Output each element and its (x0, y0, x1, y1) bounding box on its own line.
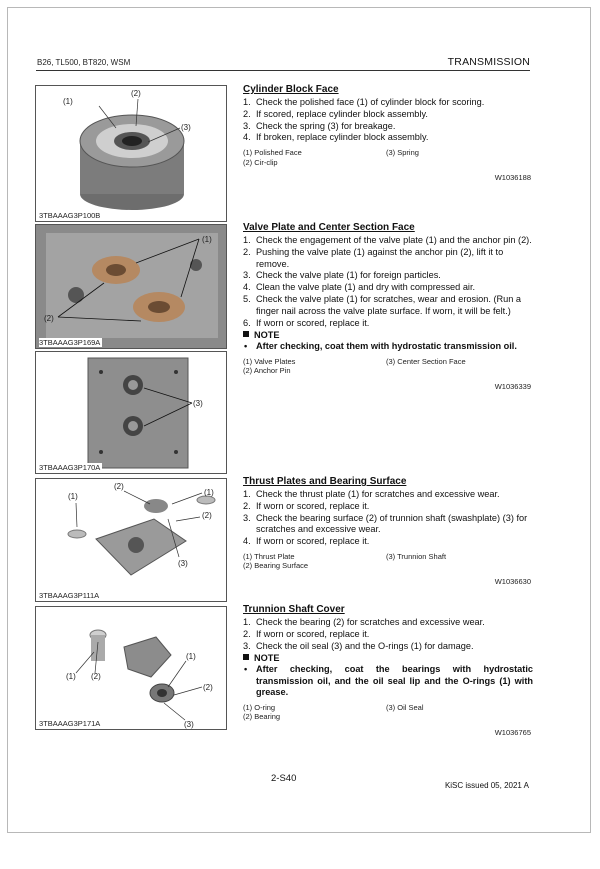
photo-caption: 3TBAAAG3P170A (39, 463, 101, 472)
step-list (243, 617, 533, 652)
step-item: 1. Check the thrust plate (1) for scratches and excessive wear. (243, 489, 500, 499)
step-item: 6. If worn or scored, replace it. (243, 317, 370, 328)
reference-code: W1036339 (494, 381, 531, 391)
header-chapter: TRANSMISSION (447, 56, 530, 68)
callout-2: (2) (114, 482, 124, 491)
reference-code: W1036765 (494, 727, 531, 737)
callout-3: (3) (184, 720, 194, 729)
callout-1: (1) (68, 492, 78, 501)
section-title: Thrust Plates and Bearing Surface (243, 476, 407, 487)
header-models: B26, TL500, BT820, WSM (37, 58, 131, 67)
section-title: Valve Plate and Center Section Face (243, 222, 415, 233)
step-item: 1. Check the engagement of the valve plate (1) and the anchor pin (2). (243, 235, 532, 245)
callout-1: (1) (204, 488, 214, 497)
callout-2: (2) (44, 314, 54, 323)
step-item: 5. Check the valve plate (1) for scratches, wear and erosion. (Run a finger nail across the valve plate surface. If worn, it will be felt.) (243, 293, 522, 316)
issue-info: KiSC issued 05, 2021 A (444, 781, 529, 790)
step-item: 3. Check the spring (3) for breakage. (243, 120, 396, 131)
step-item: 4. Clean the valve plate (1) and dry with compressed air. (243, 282, 476, 293)
parts-legend: (1) Thrust Plate (3) Trunnion Shaft (2) Bearing Surface (243, 551, 447, 571)
section-title: Trunnion Shaft Cover (243, 604, 345, 615)
note-text: • After checking, coat the bearings with hydrostatic transmission oil, and the oil seal lip and the O-rings (1) with grease. (244, 664, 533, 698)
photo-caption: 3TBAAAG3P171A (39, 719, 101, 728)
callout-3: (3) (181, 123, 191, 132)
section-thrust-plates (243, 476, 533, 586)
step-item: 2. If worn or scored, replace it. (243, 500, 370, 511)
parts-legend: (1) Polished Face (3) Spring (2) Cir-clip (243, 148, 419, 167)
thrust-plates-illustration (36, 479, 227, 602)
reference-code: W1036630 (494, 576, 531, 586)
callout-2: (2) (202, 511, 212, 520)
step-item: 3. Check the valve plate (1) for foreign particles. (243, 270, 441, 281)
note-text: • After checking, coat them with hydrostatic transmission oil. (244, 341, 517, 352)
section-cylinder-block (243, 84, 533, 182)
photo-thrust-plates (35, 478, 227, 602)
callout-1: (1) (202, 235, 212, 244)
note-square-icon (243, 654, 249, 660)
parts-legend: (1) Valve Plates (3) Center Section Face (2) Anchor Pin (243, 356, 466, 376)
header-rule (36, 70, 530, 71)
callout-2: (2) (91, 672, 101, 681)
parts-legend: (1) O-ring (3) Oil Seal (2) Bearing (243, 702, 424, 722)
callout-1: (1) (186, 652, 196, 661)
step-item: 1. Check the bearing (2) for scratches and excessive wear. (243, 617, 485, 627)
cylinder-block-illustration (36, 86, 227, 222)
callout-1: (1) (63, 97, 73, 106)
section-valve-plate (243, 222, 533, 391)
step-item: 3. Check the oil seal (3) and the O-rings (1) for damage. (243, 640, 474, 651)
note-heading: NOTE (243, 330, 533, 341)
photo-trunnion-cover (35, 606, 227, 730)
callout-1: (1) (66, 672, 76, 681)
step-list (243, 489, 533, 548)
step-list (243, 97, 533, 144)
step-item: 3. Check the bearing surface (2) of trunnion shaft (swashplate) (3) for scratches and excessive wear. (243, 512, 528, 535)
step-item: 1. Check the polished face (1) of cylinder block for scoring. (243, 97, 485, 107)
valve-plates-illustration (36, 225, 227, 349)
section-trunnion-cover (243, 604, 533, 737)
trunnion-cover-illustration (36, 607, 227, 730)
photo-cylinder-block (35, 85, 227, 222)
callout-2: (2) (131, 89, 141, 98)
callout-2: (2) (203, 683, 213, 692)
note-heading: NOTE (243, 653, 533, 664)
step-list (243, 235, 533, 329)
step-item: 4. If worn or scored, replace it. (243, 536, 370, 547)
step-item: 4. If broken, replace cylinder block assembly. (243, 132, 429, 143)
photo-valve-plates (35, 224, 227, 349)
reference-code: W1036188 (494, 173, 531, 183)
page-number: 2-S40 (271, 773, 297, 784)
note-square-icon (243, 331, 249, 337)
callout-3: (3) (193, 399, 203, 408)
center-section-illustration (36, 352, 227, 474)
step-item: 2. If scored, replace cylinder block assembly. (243, 108, 428, 119)
photo-caption: 3TBAAAG3P100B (39, 211, 101, 220)
step-item: 2. Pushing the valve plate (1) against the anchor pin (2), lift it to remove. (243, 246, 504, 269)
section-title: Cylinder Block Face (243, 84, 339, 95)
callout-3: (3) (178, 559, 188, 568)
photo-center-section (35, 351, 227, 474)
photo-caption: 3TBAAAG3P169A (39, 338, 101, 347)
photo-caption: 3TBAAAG3P111A (39, 591, 100, 600)
step-item: 2. If worn or scored, replace it. (243, 628, 370, 639)
